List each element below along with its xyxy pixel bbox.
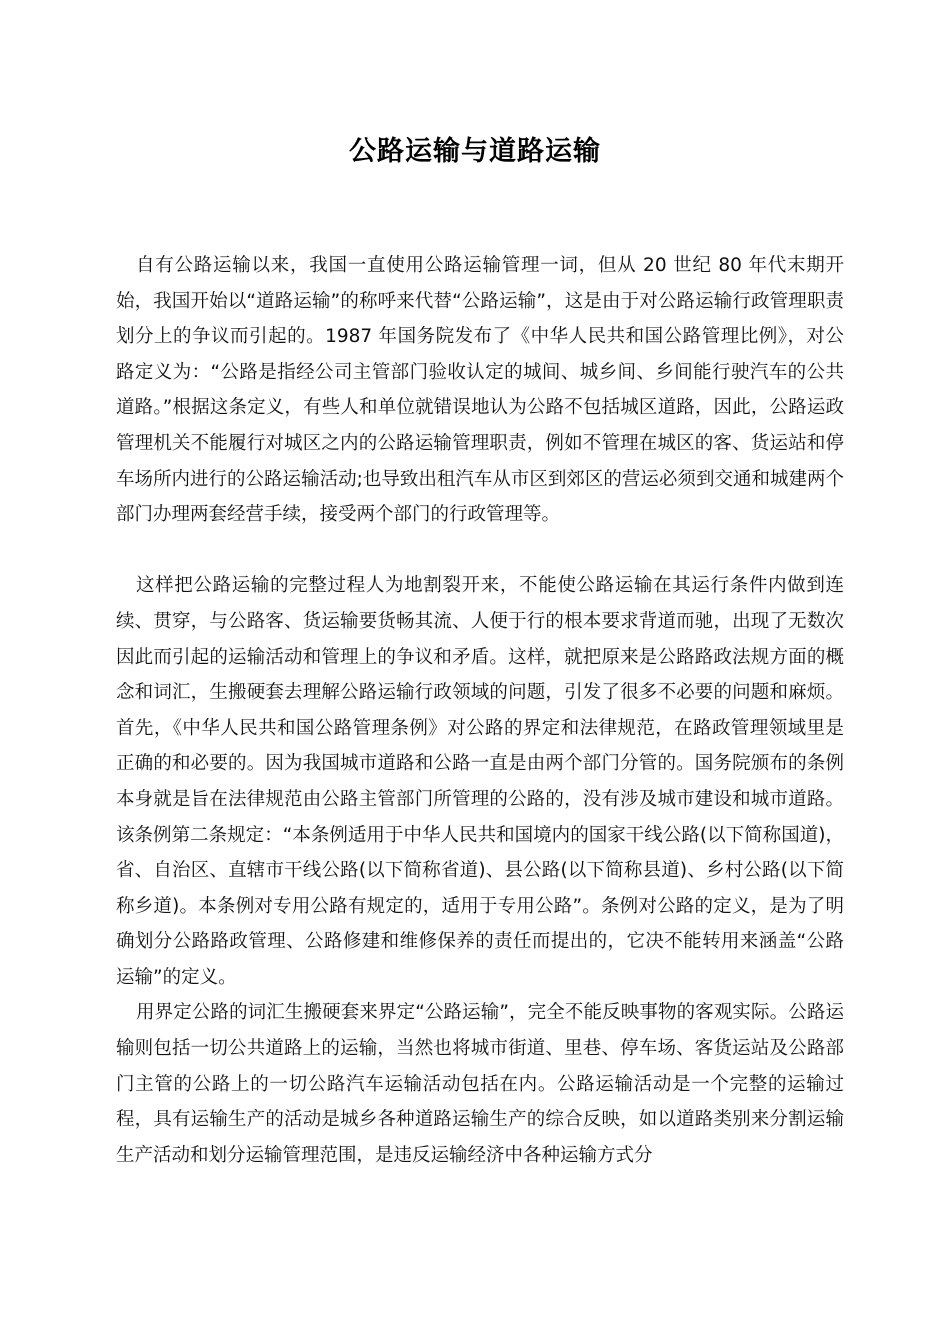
document-body: [116, 248, 844, 1173]
paragraph-2: 这样把公路运输的完整过程人为地割裂开来，不能使公路运输在其运行条件内做到连续、贯穿，与公路客、货运输要货畅其流、人便于行的根本要求背道而驰，出现了无数次因此而引起的运输活动和管理上的争议和矛盾。这样，就把原来是公路路政法规方面的概念和词汇，生搬硬套去理解公路运输行政领域的问题，引发了很多不必要的问题和麻烦。首先，《中华人民共和国公路管理条例》对公路的界定和法律规范，在路政管理领域里是正确的和必要的。因为我国城市道路和公路一直是由两个部门分管的。国务院颁布的条例本身就是旨在法律规范由公路主管部门所管理的公路的，没有涉及城市建设和城市道路。该条例第二条规定：“本条例适用于中华人民共和国境内的国家干线公路(以下简称国道)，省、自治区、直辖市干线公路(以下简称省道)、县公路(以下简称县道)、乡村公路(以下简称乡道)。本条例对专用公路有规定的，适用于专用公路”。条例对公路的定义，是为了明确划分公路路政管理、公路修建和维修保养的责任而提出的，它决不能转用来涵盖“公路运输”的定义。: [116, 575, 844, 988]
paragraph-3: 用界定公路的词汇生搬硬套来界定“公路运输”，完全不能反映事物的客观实际。公路运输则包括一切公共道路上的运输，当然也将城市街道、里巷、停车场、客货运站及公路部门主管的公路上的一切公路汽车运输活动包括在内。公路运输活动是一个完整的运输过程，具有运输生产的活动是城乡各种道路运输生产的综合反映，如以道路类别来分割运输生产活动和划分运输管理范围，是违反运输经济中各种运输方式分: [116, 1002, 844, 1166]
paragraph-1: 自有公路运输以来，我国一直使用公路运输管理一词，但从 20 世纪 80 年代末期开始，我国开始以“道路运输”的称呼来代替“公路运输”，这是由于对公路运输行政管理职责划分上的争议而引起的。1987 年国务院发布了《中华人民共和国公路管理比例》，对公路定义为：“公路是指经公司主管部门验收认定的城间、城乡间、乡间能行驶汽车的公共道路。”根据这条定义，有些人和单位就错误地认为公路不包括城区道路，因此，公路运政管理机关不能履行对城区之内的公路运输管理职责，例如不管理在城区的客、货运站和停车场所内进行的公路运输活动;也导致出租汽车从市区到郊区的营运必须到交通和城建两个部门办理两套经营手续，接受两个部门的行政管理等。: [116, 255, 844, 526]
document-title: 公路运输与道路运输: [349, 136, 601, 167]
